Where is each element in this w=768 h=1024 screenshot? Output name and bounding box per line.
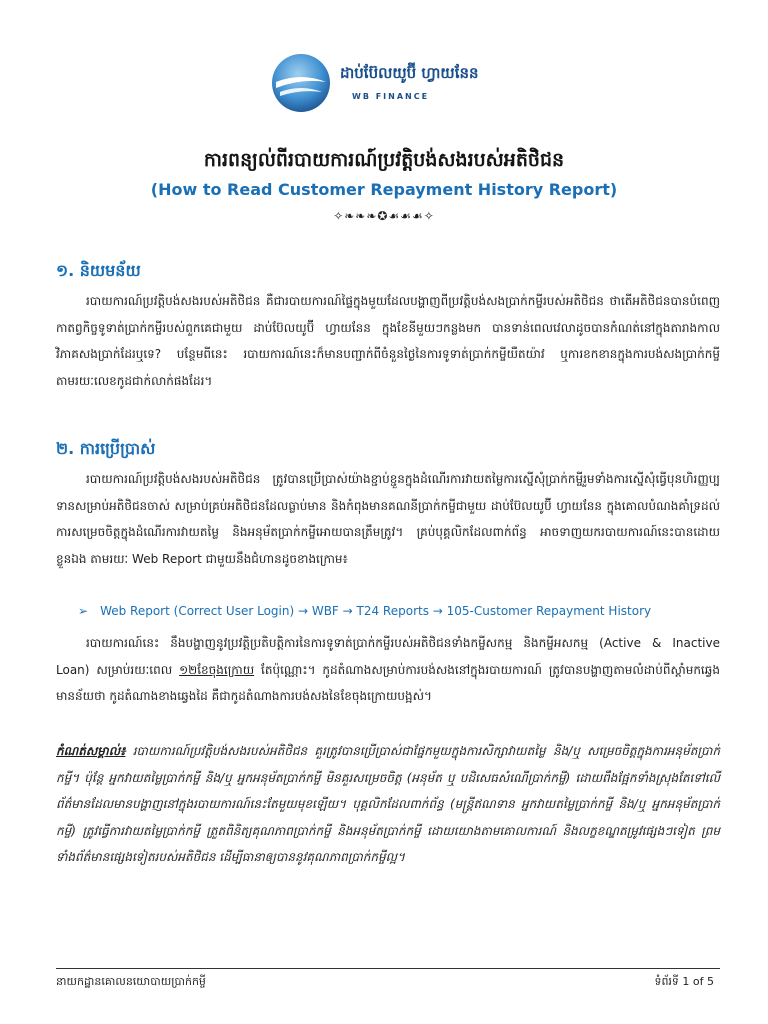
note-text: របាយការណ៍ប្រវត្តិបង់សងរបស់អតិថិជន គួរត្រូវបានប្រើប្រាស់ជាផ្នែកមួយក្នុងការសិក្សាវាយតម្លៃ និង/ឬ សម្រេចចិត្តក្នុងការអនុម័តប្រាក់កម្ចី។ ប៉ុន្តែ អ្នកវាយតម្លៃប្រាក់កម្ចី និង/ឬ អ្នកអនុម័តប្រាក់កម្ចី មិនគួរសម្រេចចិត្ត (អនុម័ត ឬ បដិសេធសំណើប្រាក់កម្ចី) ដោយពឹងផ្អែកទាំងស្រុងតែទៅលើព័ត៌មានដែលមានបង្ហាញនៅក្នុងរបាយការណ៍នេះតែមួយមុខឡើយ។ បុគ្គលិកដែលពាក់ព័ន្ធ (មន្ត្រីឥណទាន អ្នកវាយតម្លៃប្រាក់កម្ចី និង/ឬ អ្នកអនុម័តប្រាក់កម្ចី) ត្រូវធ្វើការវាយតម្លៃប្រាក់កម្ចី ត្រួតពិនិត្យគុណភាពប្រាក់កម្ចី និងអនុម័តប្រាក់កម្ចី ដោយយោងតាមគោលការណ៍ និងលក្ខខណ្ឌតម្រូវផ្សេងៗទៀត ព្រមទាំងព័ត៌មានផ្សេងទៀតរបស់អតិថិជន ដើម្បីធានាឲ្យបាននូវគុណភាពប្រាក់កម្ចីល្អ។ xyxy=(56,744,720,864)
section-2-text-2b: តែប៉ុណ្ណោះ។ កូដតំណាងសម្រាប់ការបង់សងនៅក្នុងរបាយការណ៍ ត្រូវបានបង្ហាញតាមលំដាប់ពីស្តាំមកឆ្វេង មានន័យថា កូដតំណាងខាងឆ្វេងដៃ គឺជាកូដតំណាងការបង់សងនៃខែចុងក្រោយបង្អស់។ xyxy=(56,662,720,703)
title-ornament: ✧❧❧❧✪☙☙☙✧ xyxy=(333,209,435,223)
document-title-khmer: ការពន្យល់ពីរបាយការណ៍ប្រវត្តិបង់សងរបស់អតិថិជន xyxy=(203,149,565,171)
section-2-text: របាយការណ៍ប្រវត្តិបង់សងរបស់អតិថិជន ត្រូវបានប្រើប្រាស់យ៉ាងខ្ជាប់ខ្ជួនក្នុងដំណើរការវាយតម្លៃការស្នើសុំប្រាក់កម្ចីរួមទាំងការស្នើសុំធ្វើបុនហិរញ្ញប្បទានសម្រាប់អតិថិជនចាស់ សម្រាប់គ្រប់អតិថិជនដែលធ្លាប់មាន និងកំពុងមានគណនីប្រាក់កម្ចីជាមួយ ដាប់ប៊ែលយូប៊ី ហ្វាយនែន ក្នុងគោលបំណងគាំទ្រដល់ការសម្រេចចិត្តក្នុងដំណើរការវាយតម្លៃ និងអនុម័តប្រាក់កម្ចីអោយបានត្រឹមត្រូវ។ គ្រប់បុគ្គលិកដែលពាក់ព័ន្ធ អាចទាញយករបាយការណ៍នេះបានដោយខ្លួនឯង តាមរយៈ Web Report ជាមួយនឹងជំហានដូចខាងក្រោម៖ xyxy=(56,472,720,566)
section-2-paragraph-2 xyxy=(56,630,720,710)
section-2-heading: ២. ការប្រើប្រាស់ xyxy=(56,439,156,458)
section-1-paragraph xyxy=(56,288,720,394)
section-2-paragraph xyxy=(56,466,720,572)
footer-divider xyxy=(56,968,720,969)
company-logo xyxy=(270,52,510,122)
last-12-months-text: ១២ខែចុងក្រោយ xyxy=(179,662,255,677)
logo-name-english: WB FINANCE xyxy=(352,92,430,101)
document-title-english: (How to Read Customer Repayment History Report) xyxy=(150,180,618,199)
note-label: កំណត់សម្គាល់៖ xyxy=(56,744,126,758)
arrow-bullet-icon: ➢ xyxy=(78,604,89,618)
footer-page-number: ទំព័រទី 1 of 5 xyxy=(654,975,714,988)
note-paragraph xyxy=(56,738,720,871)
web-report-path-text: Web Report (Correct User Login) → WBF → T24 Reports → 105-Customer Repayment History xyxy=(100,604,652,618)
wb-finance-logo-icon xyxy=(270,52,332,114)
section-2-text-2a: របាយការណ៍នេះ នឹងបង្ហាញនូវប្រវត្តិប្រតិបត្តិការនៃការទូទាត់ប្រាក់កម្ចីរបស់អតិថិជនទាំងកម្ចីសកម្ម និងកម្ចីអសកម្ម (Active & Inactive Loan) សម្រាប់រយៈពេល xyxy=(56,636,720,677)
section-1-text: របាយការណ៍ប្រវត្តិបង់សងរបស់អតិថិជន គឺជារបាយការណ៍ផ្ទៃក្នុងមួយដែលបង្ហាញពីប្រវត្តិបង់សងប្រាក់កម្ចីរបស់អតិថិជន ថាតើអតិថិជនបានបំពេញកាតព្វកិច្ចទូទាត់ប្រាក់កម្ចីរបស់ពួកគេជាមួយ ដាប់ប៊ែលយូប៊ី ហ្វាយនែន ក្នុងខែនីមួយៗកន្លងមក បានទាន់ពេលវេលាដូចបានកំណត់នៅក្នុងតារាងកាលវិភាគសងប្រាក់ដែរឬទេ? បន្ថែមពីនេះ របាយការណ៍នេះក៏មានបញ្ជាក់ពីចំនួនថ្ងៃនៃការទូទាត់ប្រាក់កម្ចីយឺតយ៉ាវ ឬការខកខានក្នុងការបង់សងប្រាក់កម្ចី តាមរយៈលេខកូដជាក់លាក់ផងដែរ។ xyxy=(56,294,720,388)
web-report-path xyxy=(78,604,651,618)
footer-department: នាយកដ្ឋានគោលនយោបាយប្រាក់កម្ចី xyxy=(56,975,206,988)
section-1-heading: ១. និយមន័យ xyxy=(56,261,141,280)
logo-name-khmer: ដាប់ប៊ែលយូប៊ី ហ្វាយនែន xyxy=(340,64,479,82)
